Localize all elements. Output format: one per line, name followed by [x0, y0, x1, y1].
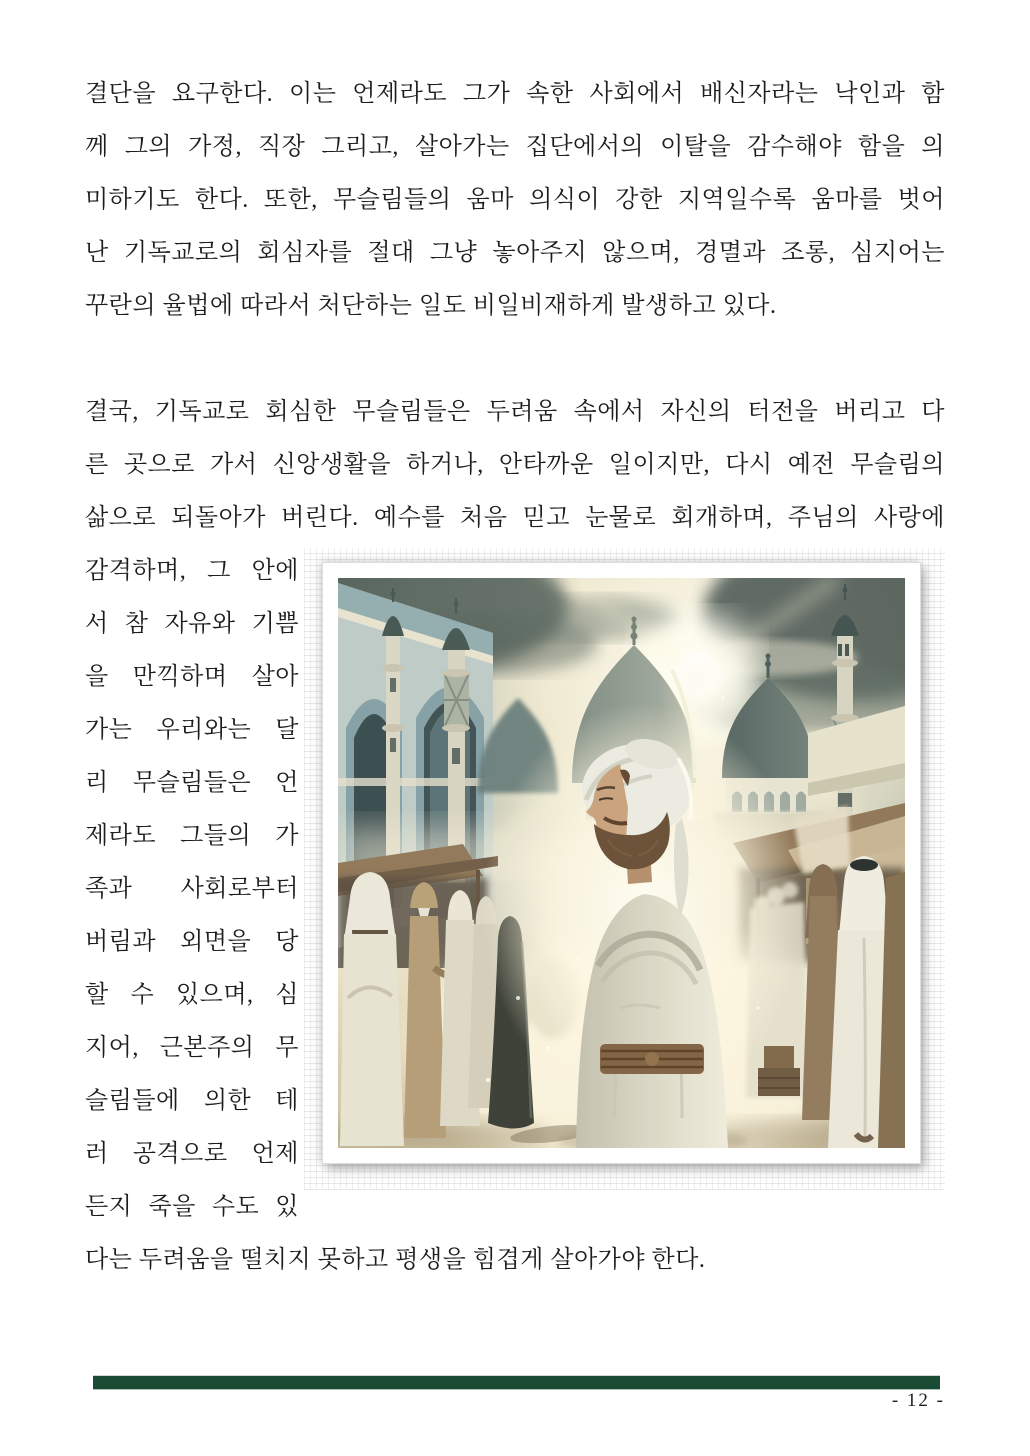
paragraph-gap	[85, 333, 945, 386]
text-line: 께 그의 가정, 직장 그리고, 살아가는 집단에서의 이탈을 감수해야 함을 의	[85, 134, 945, 160]
text-line: 꾸란의 율법에 따라서 처단하는 일도 비일비재하게 발생하고 있다.	[85, 293, 777, 319]
text-line: 제라도 그들의 가	[85, 823, 299, 849]
text-line: 삶으로 되돌아가 버린다. 예수를 처음 믿고 눈물로 회개하며, 주님의 사랑에	[85, 505, 945, 531]
footer-rule	[93, 1376, 940, 1389]
paragraph-2-last-line	[85, 1234, 945, 1287]
text-line: 서 참 자유와 기쁨	[85, 611, 299, 637]
text-line: 결국, 기독교로 회심한 무슬림들은 두려움 속에서 자신의 터전을 버리고 다	[85, 399, 945, 425]
paragraph-1	[85, 68, 945, 333]
page-number: - 12 -	[891, 1390, 945, 1411]
text-line: 감격하며, 그 안에	[85, 558, 299, 584]
text-line: 든지 죽을 수도 있	[85, 1194, 299, 1220]
text-line: 미하기도 한다. 또한, 무슬림들의 움마 의식이 강한 지역일수록 움마를 벗어	[85, 187, 945, 213]
text-line: 러 공격으로 언제	[85, 1141, 299, 1167]
wrapped-text-column	[85, 545, 299, 1234]
text-line: 지어, 근본주의 무	[85, 1035, 299, 1061]
text-line: 슬림들에 의한 테	[85, 1088, 299, 1114]
text-image-wrap	[85, 545, 945, 1234]
text-line: 다는 두려움을 떨치지 못하고 평생을 힘겹게 살아가야 한다.	[85, 1247, 706, 1273]
text-line: 할 수 있으며, 심	[85, 982, 299, 1008]
market-scene-photo	[338, 578, 905, 1148]
text-line: 족과 사회로부터	[85, 876, 299, 902]
text-line: 결단을 요구한다. 이는 언제라도 그가 속한 사회에서 배신자라는 낙인과 함	[85, 81, 945, 107]
text-line: 버림과 외면을 당	[85, 929, 299, 955]
text-line: 리 무슬림들은 언	[85, 770, 299, 796]
text-line: 난 기독교로의 회심자를 절대 그냥 놓아주지 않으며, 경멸과 조롱, 심지어는	[85, 240, 945, 266]
photo-mat	[322, 562, 921, 1164]
text-line: 가는 우리와는 달	[85, 717, 299, 743]
paragraph-2-full-width	[85, 386, 945, 545]
photo-frame	[322, 562, 921, 1164]
text-line: 른 곳으로 가서 신앙생활을 하거나, 안타까운 일이지만, 다시 예전 무슬림의	[85, 452, 945, 478]
warm-tint-overlay	[338, 578, 905, 1148]
text-line: 을 만끽하며 살아	[85, 664, 299, 690]
